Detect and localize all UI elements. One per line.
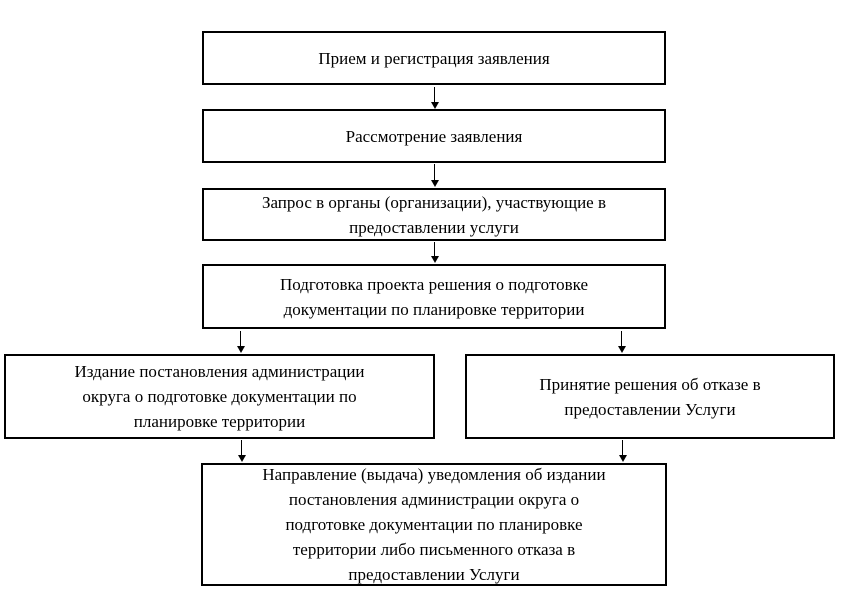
arrow-head — [619, 455, 627, 462]
arrow-head — [237, 346, 245, 353]
arrow-shaft — [621, 331, 623, 346]
flow-arrow-down-icon — [617, 440, 628, 462]
arrow-head — [431, 102, 439, 109]
flow-step-draft-decision: Подготовка проекта решения о подготовке документации по планировке территории — [202, 264, 666, 329]
flow-step-request-to-agencies: Запрос в органы (организации), участвующие в предоставлении услуги — [202, 188, 666, 241]
flow-arrow-down-icon — [616, 331, 627, 353]
arrow-shaft — [241, 440, 243, 455]
arrow-head — [238, 455, 246, 462]
arrow-shaft — [240, 331, 242, 346]
arrow-shaft — [434, 164, 436, 180]
arrow-shaft — [622, 440, 624, 455]
flow-step-reception: Прием и регистрация заявления — [202, 31, 666, 85]
flow-step-refusal-decision: Принятие решения об отказе в предоставлении Услуги — [465, 354, 835, 439]
flow-arrow-down-icon — [236, 440, 247, 462]
arrow-head — [618, 346, 626, 353]
arrow-shaft — [434, 87, 436, 102]
arrow-head — [431, 256, 439, 263]
flow-arrow-down-icon — [429, 87, 440, 109]
flow-arrow-down-icon — [429, 242, 440, 263]
flow-step-send-notification: Направление (выдача) уведомления об издании постановления администрации округа о подготовке документации по планировке территории либо письменного отказа в предоставлении Услуги — [201, 463, 667, 586]
flow-arrow-down-icon — [429, 164, 440, 187]
flow-step-review: Рассмотрение заявления — [202, 109, 666, 163]
arrow-head — [431, 180, 439, 187]
flow-step-issue-resolution: Издание постановления администрации округа о подготовке документации по планировке территории — [4, 354, 435, 439]
flow-arrow-down-icon — [235, 331, 246, 353]
arrow-shaft — [434, 242, 436, 256]
